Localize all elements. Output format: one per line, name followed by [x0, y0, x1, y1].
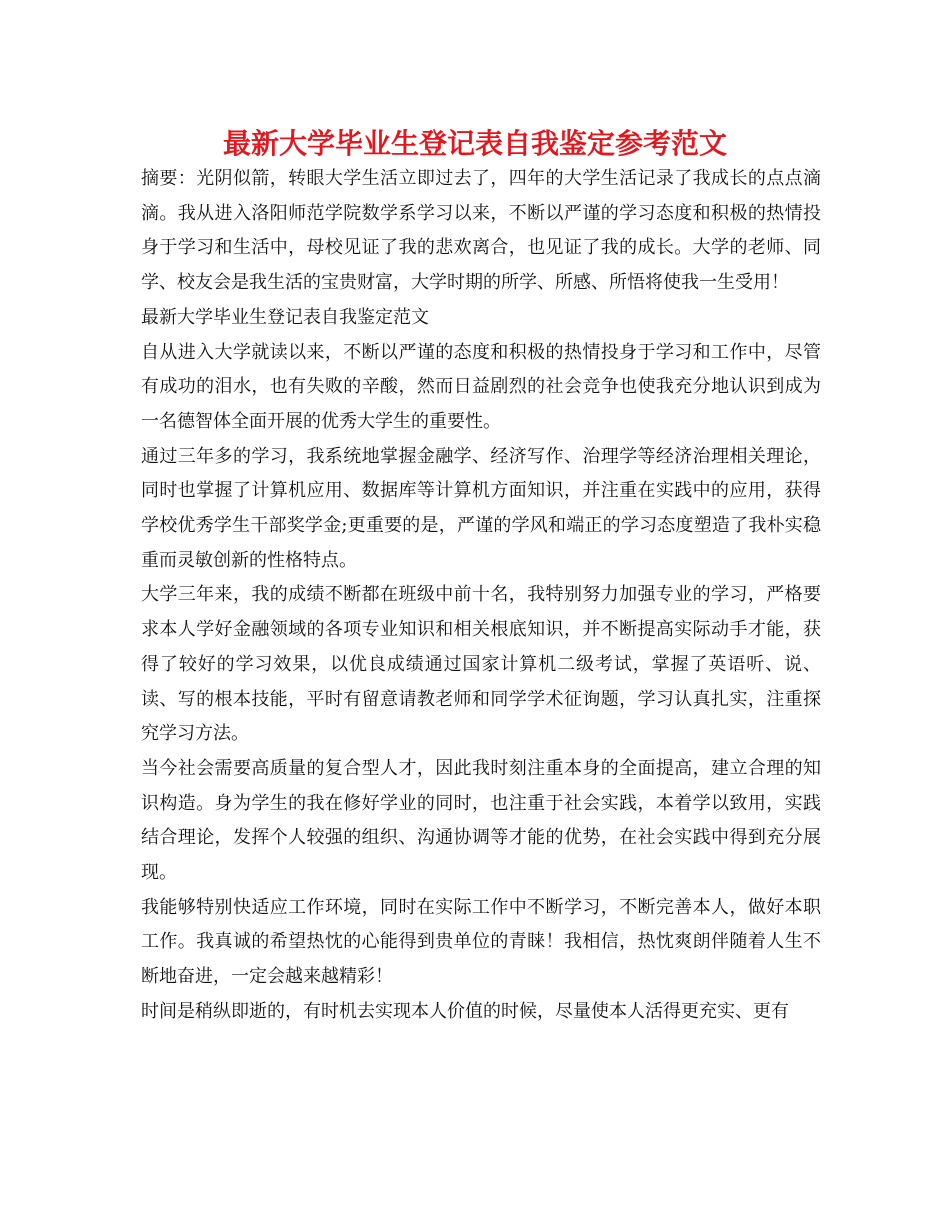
- paragraph-subtitle: 最新大学毕业生登记表自我鉴定范文: [141, 306, 429, 328]
- paragraph-2: 通过三年多的学习，我系统地掌握金融学、经济写作、治理学等经济治理相关理论，同时也掌握了计算机应用、数据库等计算机方面知识，并注重在实践中的应用，获得学校优秀学生干部奖学金;更重要的是，严谨的学风和端正的学习态度塑造了我朴实稳重而灵敏创新的性格特点。: [141, 445, 821, 571]
- paragraph-4: 当今社会需要高质量的复合型人才，因此我时刻注重本身的全面提高，建立合理的知识构造。身为学生的我在修好学业的同时，也注重于社会实践，本着学以致用，实践结合理论，发挥个人较强的组织、沟通协调等才能的优势，在社会实践中得到充分展现。: [141, 757, 821, 884]
- paragraph-6: 时间是稍纵即逝的，有时机去实现本人价值的时候，尽量使本人活得更充实、更有: [141, 1000, 789, 1022]
- paragraph-abstract: 摘要：光阴似箭，转眼大学生活立即过去了，四年的大学生活记录了我成长的点点滴滴。我从进入洛阳师范学院数学系学习以来，不断以严谨的学习态度和积极的热情投身于学习和生活中，母校见证了我的悲欢离合，也见证了我的成长。大学的老师、同学、校友会是我生活的宝贵财富，大学时期的所学、所感、所悟将使我一生受用！: [141, 168, 821, 294]
- paragraph-3: 大学三年来，我的成绩不断都在班级中前十名，我特别努力加强专业的学习，严格要求本人学好金融领域的各项专业知识和相关根底知识，并不断提高实际动手才能，获得了较好的学习效果，以优良成绩通过国家计算机二级考试，掌握了英语听、说、读、写的根本技能，平时有留意请教老师和同学学术征询题，学习认真扎实，注重探究学习方法。: [141, 584, 821, 745]
- document-title: 最新大学毕业生登记表自我鉴定参考范文: [222, 127, 727, 160]
- document-body: [141, 162, 821, 1030]
- paragraph-1: 自从进入大学就读以来，不断以严谨的态度和积极的热情投身于学习和工作中，尽管有成功的泪水，也有失败的辛酸，然而日益剧烈的社会竞争也使我充分地认识到成为一名德智体全面开展的优秀大学生的重要性。: [141, 341, 821, 432]
- paragraph-5: 我能够特别快适应工作环境，同时在实际工作中不断学习，不断完善本人，做好本职工作。我真诚的希望热忱的心能得到贵单位的青睐！我相信，热忱爽朗伴随着人生不断地奋进，一定会越来越精彩！: [141, 896, 821, 988]
